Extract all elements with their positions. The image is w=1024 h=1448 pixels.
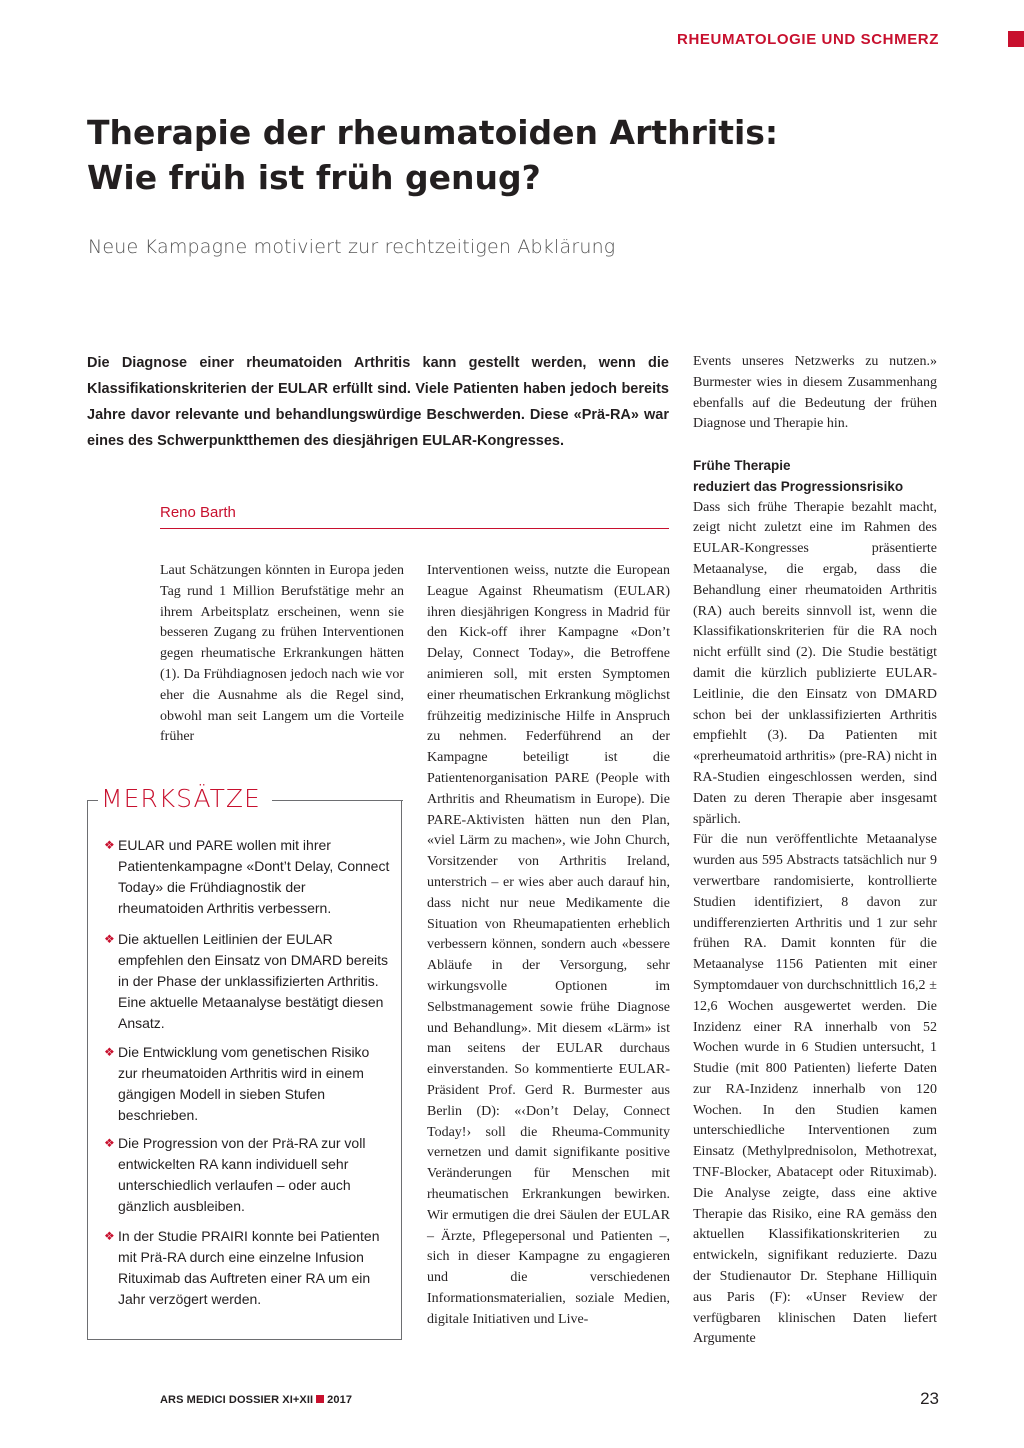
key-point-text: In der Studie PRAIRI konnte bei Patienten mit Prä-RA durch eine einzelne Infusion Rituximab das Auftreten einer RA um ein Jahr verzögert werden. [118,1228,380,1307]
footer-publication [160,1394,352,1406]
article-title [87,110,947,200]
section-heading [693,456,937,498]
box-top-rule-right [272,800,403,801]
page-number: 23 [920,1389,939,1408]
title-line-1: Therapie der rheumatoiden Arthritis: [87,113,779,152]
box-top-rule-left [87,800,98,801]
body-column-2 [427,561,670,1330]
key-point-text: Die Progression von der Prä-RA zur voll entwickelten RA kann individuell sehr unterschiedlich verlaufen – oder auch gänzlich ausbleiben. [118,1135,366,1214]
key-point-item [104,1226,390,1310]
body-column-3 [693,352,937,1350]
section-label: RHEUMATOLOGIE UND SCHMERZ [677,31,939,48]
diamond-bullet-icon: ❖ [104,932,115,946]
section-marker-square [1008,31,1024,47]
article-subtitle: Neue Kampagne motiviert zur rechtzeitigen Abklärung [88,236,616,258]
section-heading-line-1: Frühe Therapie [693,457,791,473]
key-point-item [104,835,390,919]
diamond-bullet-icon: ❖ [104,1136,115,1150]
publication-name: ARS MEDICI DOSSIER XI+XII [160,1394,314,1406]
key-point-item [104,1042,390,1126]
diamond-bullet-icon: ❖ [104,838,115,852]
body-paragraph: Für die nun veröffentlichte Metaanalyse wurden aus 595 Abstracts tatsächlich nur 9 verwertbare randomisierte, kontrollierte Studien identifiziert, 8 davon zur undifferenzierten Arthritis und 1 zur sehr frühen RA. Damit konnten für die Metaanalyse 1156 Patienten mit einer Symptomdauer von durchschnittlich 16,2 ± 12,6 Wochen ausgewertet werden. Die Inzidenz einer RA innerhalb von 52 Wochen wurde in 6 Studien untersucht, 1 Studie (mit 800 Patienten) lieferte Daten zur RA-Inzidenz innerhalb von 120 Wochen. In den Studien kamen unterschiedliche Interventionen zum Einsatz (Methylprednisolon, Methotrexat, TNF-Blocker, Abatacept oder Rituximab). Die Analyse zeigte, dass eine aktive Therapie das Risiko, eine RA gemäss den aktuellen Klassifikationskriterien zu entwickeln, signifikant reduzierte. Dazu der Studienautor Dr. Stephane Hilliquin aus Paris (F): «Unser Review der verfügbaren klinischen Daten liefert Argumente [693,832,937,1347]
diamond-bullet-icon: ❖ [104,1229,115,1243]
key-points-title: MERKSÄTZE [101,784,261,813]
section-heading-line-2: reduziert das Progressionsrisiko [693,478,904,494]
key-point-text: EULAR und PARE wollen mit ihrer Patientenkampagne «Dont’t Delay, Connect Today» die Frühdiagnostik der rheumatoiden Arthritis verbessern. [118,837,390,916]
key-point-item [104,929,390,1034]
body-paragraph: Dass sich frühe Therapie bezahlt macht, zeigt nicht zuletzt eine im Rahmen des EULAR-Kongresses präsentierte Metaanalyse, die ergab, dass die Behandlung einer rheumatoiden Arthritis (RA) auch bereits sinnvoll ist, wenn die Klassifikationskriterien für die RA noch nicht erfüllt sind (2). Die Studie bestätigt damit die kürzlich publizierte EULAR-Leitlinie, die den Einsatz von DMARD schon bei der unklassifizierten Arthritis empfiehlt (3). Da Patienten mit «prerheumatoid arthritis» (pre-RA) nicht in RA-Studien eingeschlossen werden, sind Daten zu deren Therapie aber insgesamt spärlich. [693,499,937,827]
body-paragraph: Events unseres Netzwerks zu nutzen.» Burmester wies in diesem Zusammenhang ebenfalls auf die Bedeutung der frühen Diagnose und Therapie hin. [693,354,937,432]
author-name: Reno Barth [160,504,236,521]
key-point-text: Die aktuellen Leitlinien der EULAR empfehlen den Einsatz von DMARD bereits in der Phase der unklassifizierten Arthritis. Eine aktuelle Metaanalyse bestätigt diesen Ansatz. [118,931,389,1031]
footer-marker-square [316,1395,324,1403]
key-point-text: Die Entwicklung vom genetischen Risiko zur rheumatoiden Arthritis wird in einem gängigen Modell in sieben Stufen beschrieben. [118,1044,370,1123]
key-point-item [104,1133,390,1217]
body-paragraph: Laut Schätzungen könnten in Europa jeden Tag rund 1 Million Berufstätige mehr an ihrem Arbeitsplatz erscheinen, wenn sie besseren Zugang zu frühen Interventionen gegen rheumatische Erkrankungen hätten (1). Da Frühdiagnosen jedoch nach wie vor eher die Ausnahme als die Regel sind, obwohl man seit Langem um die Vorteile früher [160,563,404,745]
publication-year: 2017 [327,1394,353,1406]
title-line-2: Wie früh ist früh genug? [87,158,541,197]
body-column-1 [160,561,404,748]
key-points-box [87,800,402,1340]
lead-paragraph: Die Diagnose einer rheumatoiden Arthritis kann gestellt werden, wenn die Klassifikationskriterien der EULAR erfüllt sind. Viele Patienten haben jedoch bereits Jahre davor relevante und behandlungswürdige Beschwerden. Diese «Prä-RA» war eines des Schwerpunktthemen des diesjährigen EULAR-Kongresses. [87,355,669,449]
body-paragraph: Interventionen weiss, nutzte die European League Against Rheumatism (EULAR) ihren diesjährigen Kongress in Madrid für den Kick-off ihrer Kampagne «Don’t Delay, Connect Today», die Betroffene animieren soll, mit ersten Symptomen einer rheumatischen Erkrankung möglichst frühzeitig medizinische Hilfe in Anspruch zu nehmen. Federführend an der Kampagne beteiligt ist die Patientenorganisation PARE (People with Arthritis and Rheumatism in Europe). Die PARE-Aktivisten hätten nun den Plan, «viel Lärm zu machen», wie John Church, Vorsitzender von Arthritis Ireland, unterstrich – er wies aber auch darauf hin, dass nicht nur neue Medikamente die Situation von Rheumapatienten erheblich verbessern können, sondern auch «bessere Abläufe in der Versorgung, sehr wirkungsvolle Optionen im Selbstmanagement sowie frühe Diagnose und Behandlung». Mit diesem «Lärm» ist man seitens der EULAR durchaus einverstanden. So kommentierte EULAR-Präsident Prof. Gerd R. Burmester aus Berlin (D): «‹Don’t Delay, Connect Today!› soll die Rheuma-Community vernetzen und damit signifikante positive Veränderungen für Menschen mit rheumatischen Erkrankungen bewirken. Wir ermutigen die drei Säulen der EULAR – Ärzte, Pflegepersonal und Patienten –, sich in dieser Kampagne zu engagieren und die verschiedenen Informationsmaterialien, soziale Medien, digitale Initiativen und Live- [427,563,670,1327]
spacer [693,435,937,456]
diamond-bullet-icon: ❖ [104,1045,115,1059]
author-divider [160,528,669,529]
